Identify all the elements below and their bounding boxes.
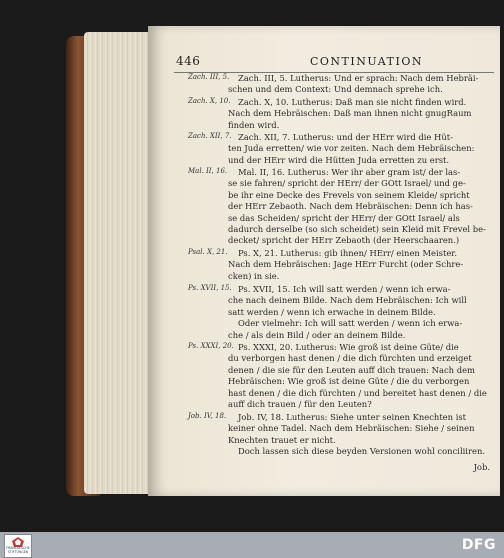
- text-line: Hebräischen: Wie groß ist deine Güte / die du verborgen: [228, 376, 470, 387]
- text-line: der HErr Zebaoth. Nach dem Hebräischen: Denn ich has-: [228, 201, 473, 212]
- text-line: Job. IV, 18. Lutherus: Siehe unter seinen Knechten ist: [238, 412, 467, 422]
- running-title: CONTINUATION: [310, 55, 423, 68]
- margin-reference: Job. IV, 18.: [188, 412, 227, 420]
- margin-reference: Ps. XVII, 15.: [188, 284, 232, 292]
- entry-text: [228, 248, 494, 282]
- margin-reference: Psal. X, 21.: [188, 248, 228, 256]
- margin-reference: Zach. X, 10.: [188, 97, 231, 105]
- text-line: finden wird.: [228, 119, 280, 130]
- entry-text: [228, 412, 494, 458]
- entry-text: [228, 284, 494, 341]
- text-line: satt werden / wenn ich erwache in deinem Bilde.: [228, 306, 436, 317]
- entry-text: [228, 342, 494, 410]
- text-line: Oder vielmehr: Ich will satt werden / wenn ich erwa-: [238, 318, 463, 329]
- logo-text-line-1: FRANCKESCHE: [6, 546, 30, 550]
- page-number: 446: [176, 54, 201, 68]
- entry-text: [228, 97, 494, 131]
- entry-text: [228, 73, 494, 96]
- text-line: Zach. X, 10. Lutherus: Daß man sie nicht finden wird.: [238, 97, 467, 107]
- margin-reference: Ps. XXXI, 20.: [188, 342, 234, 350]
- text-line: Nach dem Hebräischen: Jage HErr Furcht (oder Schre-: [228, 259, 464, 270]
- text-line: be ihr eine Decke des Frevels von seinem Kleide/ spricht: [228, 189, 470, 200]
- text-line: ten Juda erretten/ wie vor zeiten. Nach dem Hebräischen:: [228, 143, 475, 154]
- text-line: hast denen / die dich fürchten / und bereitet hast denen / die: [228, 387, 487, 398]
- page-header: [148, 54, 500, 72]
- text-line: Ps. X, 21. Lutherus: gib ihnen/ HErr/ einen Meister.: [238, 248, 458, 258]
- text-line: denen / die sie für den Leuten auff dich trauen: Nach dem: [228, 364, 475, 375]
- text-line: che nach deinem Bilde. Nach dem Hebräischen: Ich will: [228, 295, 467, 306]
- margin-reference: Zach. XII, 7.: [188, 132, 232, 140]
- text-line: dadurch derselbe (so sich scheidet) sein Kleid mit Frevel be-: [228, 224, 486, 235]
- text-line: decket/ spricht der HErr Zebaoth (der Heerschaaren.): [228, 235, 460, 246]
- text-line: Nach dem Hebräischen: Daß man ihnen nicht gnugRaum: [228, 108, 472, 119]
- logo-text-line-2: STIFTUNGEN: [7, 549, 29, 554]
- text-line: Ps. XVII, 15. Ich will satt werden / wenn ich erwa-: [238, 284, 451, 294]
- entry-text: [228, 167, 494, 247]
- text-line: che / als dein Bild / oder an deinem Bilde.: [228, 329, 406, 340]
- viewer-footer: [0, 532, 504, 558]
- catchword: Job.: [473, 462, 490, 472]
- page-edges: [84, 32, 154, 494]
- text-line: Ps. XXXI, 20. Lutherus: Wie groß ist deine Güte/ die: [238, 342, 459, 352]
- text-line: Mal. II, 16. Lutherus: Wer ihr aber gram ist/ der las-: [238, 167, 461, 177]
- margin-reference: Mal. II, 16.: [188, 167, 228, 175]
- text-line: Zach. III, 5. Lutherus: Und er sprach: Nach dem Hebräi-: [238, 73, 479, 83]
- text-line: Doch lassen sich diese beyden Versionen wohl conciliiren.: [238, 446, 485, 457]
- text-line: se das Scheiden/ spricht der HErr/ der GOtt Israel/ als: [228, 212, 460, 223]
- text-line: du verborgen hast denen / die dich fürchten und erzeiget: [228, 353, 472, 364]
- text-line: Zach. XII, 7. Lutherus: und der HErr wird die Hüt-: [238, 132, 453, 142]
- book-page: [148, 26, 500, 496]
- text-line: se sie fahren/ spricht der HErr/ der GOtt Israel/ und ge-: [228, 178, 466, 189]
- text-line: Knechten trauet er nicht.: [228, 434, 336, 445]
- text-line: und der HErr wird die Hütten Juda erretten zu erst.: [228, 154, 450, 165]
- text-line: cken) in sie.: [228, 270, 280, 281]
- dfg-logo[interactable]: DFG: [461, 537, 496, 553]
- text-line: auff dich trauen / für den Leuten?: [228, 399, 372, 410]
- text-line: schen und dem Context: Und demnach sprehe ich.: [228, 84, 443, 95]
- margin-reference: Zach. III, 5.: [188, 73, 230, 81]
- entry-text: [228, 132, 494, 166]
- text-line: keiner ohne Tadel. Nach dem Hebräischen: Siehe / seinen: [228, 423, 475, 434]
- institution-logo[interactable]: [4, 534, 32, 558]
